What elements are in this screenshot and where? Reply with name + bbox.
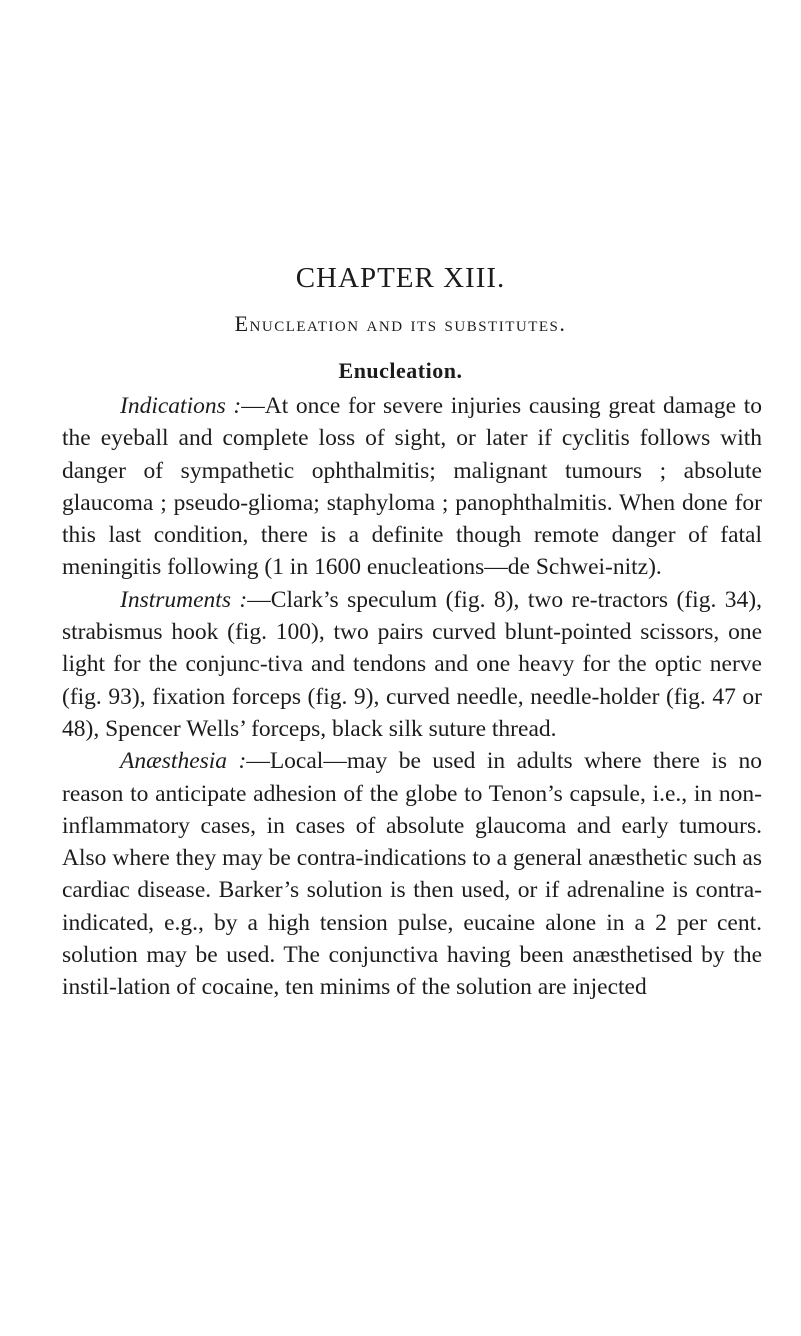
paragraph-text: —At once for severe injuries causing great damage to the eyeball and complete loss of sight, or later if cyclitis follows with danger of sympathetic ophthalmitis; malignant tumours ; absolute glaucoma ; pseudo-glioma; staphyloma ; panophthalmitis. When done for this last condition, there is a definite though remote danger of fatal meningitis following (1 in 1600 enucleations—de Schwei-nitz). xyxy=(62,393,762,581)
chapter-title: CHAPTER XIII. xyxy=(295,262,506,294)
paragraph-lead: Indications : xyxy=(120,393,242,419)
paragraph-text: —Clark’s speculum (fig. 8), two re-tractors (fig. 34), strabismus hook (fig. 100), two pairs curved blunt-pointed scissors, one light for the conjunc-tiva and tendons and one heavy for the optic nerve (fig. 93), fixation forceps (fig. 9), curved needle, needle-holder (fig. 47 or 48), Spencer Wells’ forceps, black silk suture thread. xyxy=(62,586,762,742)
paragraph-anaesthesia xyxy=(62,745,762,1003)
body-text xyxy=(62,390,762,1004)
paragraph-lead: Instruments : xyxy=(120,586,248,613)
paragraph-text: —Local—may be used in adults where there is no reason to anticipate adhesion of the globe to Tenon’s capsule, i.e., in non-inflammatory cases, in cases of absolute glaucoma and early tumours. Also where they may be contra-indications to a general anæsthetic such as cardiac disease. Barker’s solution is then used, or if adrenaline is contra-indicated, e.g., by a high tension pulse, eucaine alone in a 2 per cent. solution may be used. The conjunctiva having been anæsthetised by the instil-lation of cocaine, ten minims of the solution are injected xyxy=(62,748,762,1001)
subsection-title: Enucleation. xyxy=(338,358,463,383)
paragraph-indications xyxy=(62,390,762,584)
section-title: Enucleation and its substitutes. xyxy=(234,311,567,336)
paragraph-instruments xyxy=(62,584,762,745)
paragraph-lead: Anæsthesia : xyxy=(120,748,247,775)
